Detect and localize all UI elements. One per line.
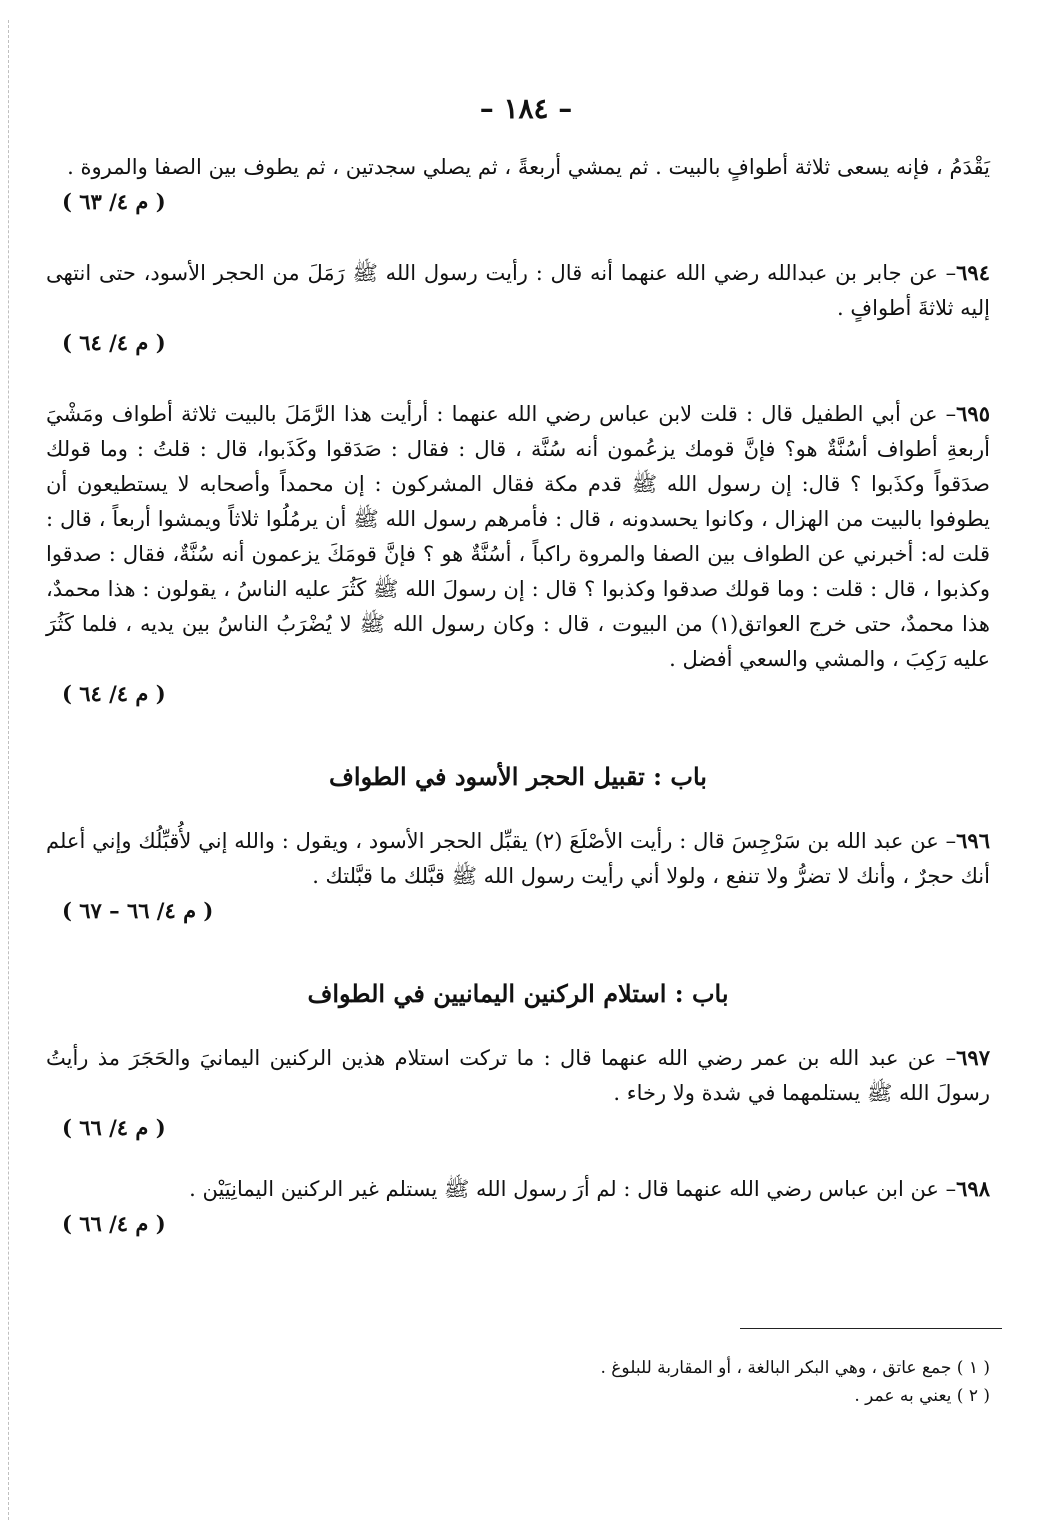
hadith-text: – عن أبي الطفيل قال : قلت لابن عباس رضي الله عنهما : أرأيت هذا الرَّمَلَ بالبيت ثلاثة أطواف ومَشْيَ أربعةِ أطواف أسُنَّةٌ هو؟ فإنَّ قومك يزعُمون أنه سُنَّة ، قال : فقال : صَدَقوا وكَذَبوا، قال : قلتُ : وما قولك صدَقواً وكذَبوا ؟ قال: إن رسول الله ﷺ قدم مكة فقال المشركون : إن محمداً وأصحابه لا يستطيعون أن يطوفوا بالبيت من الهزال ، وكانوا يحسدونه ، قال : فأمرهم رسول الله ﷺ أن يرمُلُوا ثلاثاً ويمشوا أربعاً ، قال : قلت له: أخبرني عن الطواف بين الصفا والمروة راكباً ، أسُنَّةٌ هو ؟ فإنَّ قومَكَ يزعمون أنه سُنَّةٌ، فقال : صدقوا وكذبوا ، قال : قلت : وما قولك صدقوا وكذبوا ؟ قال : إن رسولَ الله ﷺ كَثُرَ عليه الناسُ ، يقولون : هذا محمدٌ، هذا محمدٌ، حتى خرج العواتق(١) من البيوت ، قال : وكان رسول الله ﷺ لا يُضْرَبُ الناسُ بين يديه ، فلما كَثُرَ عليه رَكِبَ ، والمشي والسعي أفضل . [46,402,990,671]
hadith-694 [46,255,990,326]
hadith-number: ٦٩٧ [956,1045,990,1070]
hadith-697 [46,1040,990,1111]
intro-reference: ( م ٤/ ٦٣ ) [62,189,166,214]
footnote-2: ( ٢ ) يعني به عمر . [854,1386,990,1406]
hadith-number: ٦٩٨ [956,1176,990,1201]
hadith-698-reference: ( م ٤/ ٦٦ ) [62,1211,166,1236]
hadith-694-reference: ( م ٤/ ٦٤ ) [62,330,166,355]
page-body [46,150,990,1241]
hadith-text: – عن ابن عباس رضي الله عنهما قال : لم أرَ رسول الله ﷺ يستلم غير الركنين اليمانِيَيْن . [189,1177,957,1201]
hadith-696 [46,823,990,894]
intro-text: يَقْدَمُ ، فإنه يسعى ثلاثة أطوافٍ بالبيت . ثم يمشي أربعةً ، ثم يصلي سجدتين ، ثم يطوف بين الصفا والمروة . [67,155,990,179]
page-number: – ١٨٤ – [479,92,573,125]
hadith-text: – عن عبد الله بن سَرْجِسَ قال : رأيت الأصْلَعَ (٢) يقبِّل الحجر الأسود ، ويقول : والله إني لأُقبِّلُك وإني أعلم أنك حجرٌ ، وأنك لا تضرُّ ولا تنفع ، ولولا أني رأيت رسول الله ﷺ قبَّلك ما قبَّلتك . [46,829,990,888]
hadith-text: – عن عبد الله بن عمر رضي الله عنهما قال : ما تركت استلام هذين الركنين اليمانيَ والحَجَرَ مذ رأيتُ رسولَ الله ﷺ يستلمهما في شدة ولا رخاء . [46,1046,990,1105]
hadith-695 [46,396,990,677]
chapter-heading: باب : استلام الركنين اليمانيين في الطواف [307,979,729,1008]
hadith-text: – عن جابر بن عبدالله رضي الله عنهما أنه قال : رأيت رسول الله ﷺ رَمَلَ من الحجر الأسود، حتى انتهى إليه ثلاثةَ أطوافٍ . [46,261,990,320]
footnote-1: ( ١ ) جمع عاتق ، وهي البكر البالغة ، أو المقاربة للبلوغ . [600,1358,990,1378]
hadith-696-reference: ( م ٤/ ٦٦ – ٦٧ ) [62,898,214,923]
chapter-heading: باب : تقبيل الحجر الأسود في الطواف [329,762,707,791]
hadith-number: ٦٩٤ [956,260,990,285]
hadith-698 [46,1171,990,1207]
hadith-697-reference: ( م ٤/ ٦٦ ) [62,1115,166,1140]
footnotes [300,1354,990,1410]
hadith-number: ٦٩٦ [956,828,990,853]
footnote-separator [740,1328,1002,1329]
scan-edge-line [8,20,9,1520]
hadith-695-reference: ( م ٤/ ٦٤ ) [62,681,166,706]
hadith-number: ٦٩٥ [956,401,990,426]
